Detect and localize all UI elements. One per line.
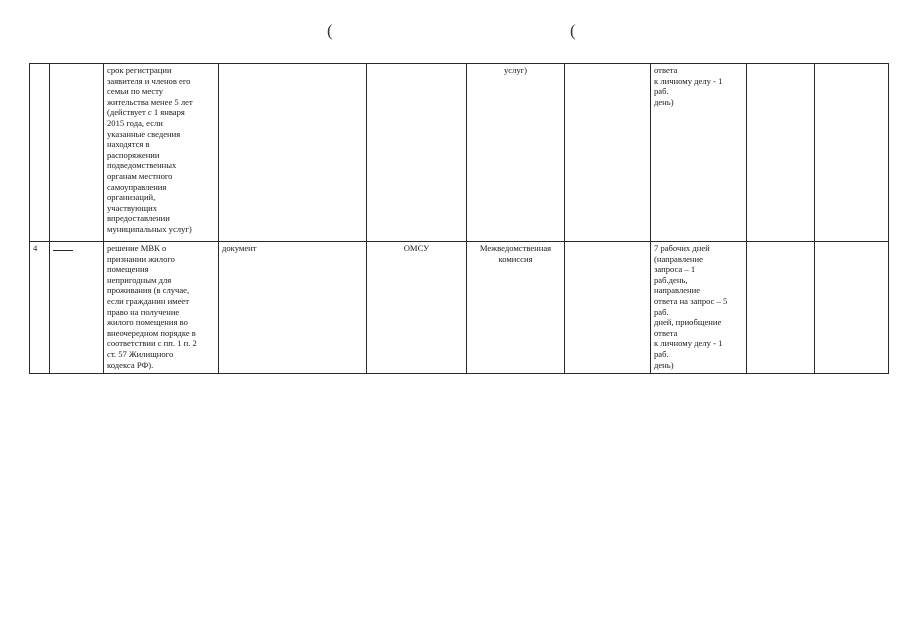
table-row (30, 242, 889, 374)
cell-sender (367, 64, 467, 242)
cell-recipient: услуг) (467, 64, 565, 242)
cell-number (30, 64, 50, 242)
cell-empty (565, 64, 651, 242)
cell-document-type (219, 64, 367, 242)
cell-empty (747, 64, 815, 242)
table-row (30, 64, 889, 242)
header-paren-left: ( (327, 21, 333, 40)
cell-empty (747, 242, 815, 374)
cell-timeframe: ответа к личному делу - 1 раб. день) (651, 64, 747, 242)
cell-dash (50, 242, 104, 374)
cell-description: срок регистрации заявителя и членов его семьи по месту жительства менее 5 лет (действует с 1 января 2015 года, если указанные сведения находятся в распоряжении подведомственных органам местного самоуправления организаций, участвующих впредоставлении муниципальных услуг) (104, 64, 219, 242)
cell-empty (565, 242, 651, 374)
cell-recipient: Межведомственная комиссия (467, 242, 565, 374)
cell-document-type: документ (219, 242, 367, 374)
cell-sender: ОМСУ (367, 242, 467, 374)
document-table (29, 63, 889, 374)
cell-number: 4 (30, 242, 50, 374)
cell-description: решение МВК о признании жилого помещения непригодным для проживания (в случае, если гражданин имеет право на получение жилого помещения во внеочередном порядке в соответствии с пп. 1 п. 2 ст. 57 Жилищного кодекса РФ). (104, 242, 219, 374)
cell-empty (815, 242, 889, 374)
cell-dash (50, 64, 104, 242)
dash-mark (53, 250, 73, 251)
cell-timeframe: 7 рабочих дней (направление запроса – 1 раб.день, направление ответа на запрос – 5 раб. дней, приобщение ответа к личному делу - 1 раб. день) (651, 242, 747, 374)
cell-empty (815, 64, 889, 242)
header-paren-right: ( (570, 21, 576, 40)
